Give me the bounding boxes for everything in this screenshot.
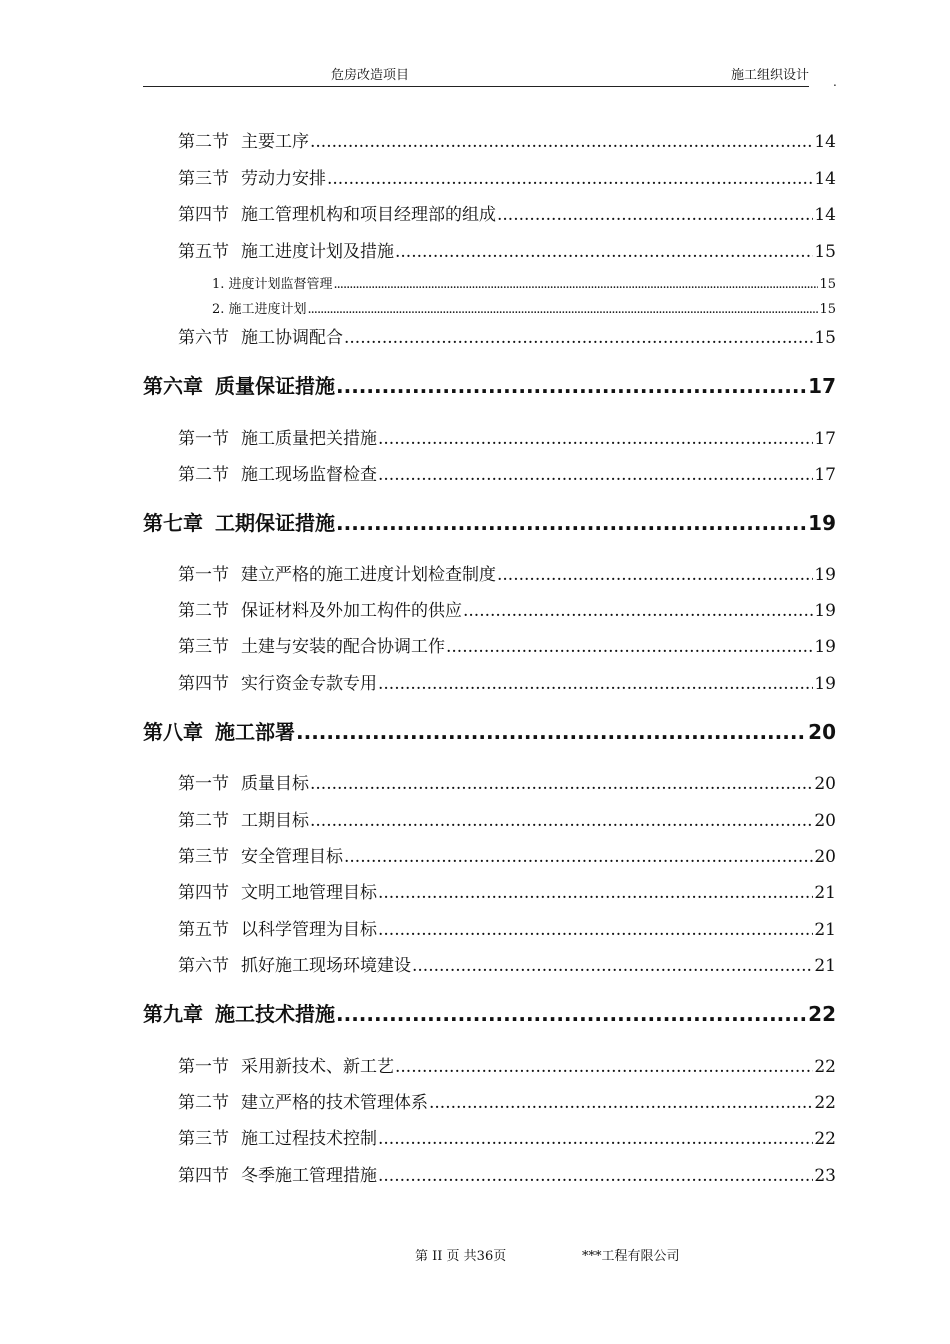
toc-entry-title: 施工协调配合 (241, 328, 343, 348)
toc-entry-title: 2. 施工进度计划 (212, 302, 307, 317)
toc-entry-chapter (143, 370, 836, 398)
toc-dot-leader (395, 1057, 813, 1077)
toc-dot-leader (378, 674, 813, 694)
toc-entry-section (178, 1052, 836, 1076)
footer-page-number: 第 II 页 共36页 (415, 1249, 507, 1264)
toc-entry-section (178, 424, 836, 448)
toc-entry-title: 施工进度计划及措施 (241, 242, 394, 262)
toc-entry-page: 15 (814, 328, 836, 348)
toc-entry-chapter (143, 507, 836, 535)
toc-entry-number: 第三节 (178, 169, 229, 189)
toc-entry-page: 19 (814, 601, 836, 621)
toc-entry-sub (212, 298, 836, 316)
toc-entry-page: 17 (808, 374, 836, 398)
toc-entry-page: 15 (819, 302, 836, 317)
toc-entry-chapter (143, 716, 836, 744)
toc-entry-number: 第一节 (178, 1057, 229, 1077)
toc-entry-section (178, 632, 836, 656)
toc-dot-leader (327, 169, 813, 189)
page-header (143, 66, 809, 87)
toc-entry-title: 施工管理机构和项目经理部的组成 (241, 205, 496, 225)
toc-entry-title: 1. 进度计划监督管理 (212, 277, 333, 292)
toc-entry-section (178, 596, 836, 620)
toc-entry-page: 17 (814, 465, 836, 485)
toc-entry-number: 第三节 (178, 637, 229, 657)
toc-entry-number: 第七章 (143, 511, 203, 535)
toc-dot-leader (336, 374, 807, 398)
toc-entry-title: 劳动力安排 (241, 169, 326, 189)
toc-dot-leader (310, 132, 813, 152)
toc-entry-title: 施工技术措施 (215, 1002, 335, 1026)
toc-entry-section (178, 164, 836, 188)
toc-entry-title: 冬季施工管理措施 (241, 1166, 377, 1186)
toc-dot-leader (463, 601, 813, 621)
toc-entry-title: 采用新技术、新工艺 (241, 1057, 394, 1077)
header-document-type: 施工组织设计 (730, 68, 809, 83)
toc-dot-leader (395, 242, 813, 262)
toc-entry-number: 第一节 (178, 565, 229, 585)
toc-entry-title: 工期保证措施 (215, 511, 335, 535)
toc-entry-title: 施工现场监督检查 (241, 465, 377, 485)
toc-dot-leader (378, 920, 813, 940)
toc-entry-title: 保证材料及外加工构件的供应 (241, 601, 462, 621)
toc-entry-section (178, 460, 836, 484)
toc-dot-leader (497, 565, 813, 585)
toc-dot-leader (310, 774, 813, 794)
toc-entry-section (178, 1124, 836, 1148)
toc-entry-page: 15 (814, 242, 836, 262)
toc-dot-leader (344, 847, 813, 867)
toc-dot-leader (378, 465, 813, 485)
toc-entry-page: 22 (808, 1002, 836, 1026)
toc-entry-number: 第六节 (178, 328, 229, 348)
toc-dot-leader (446, 637, 813, 657)
toc-dot-leader (308, 302, 819, 318)
toc-entry-number: 第五节 (178, 242, 229, 262)
toc-entry-page: 22 (814, 1093, 836, 1113)
toc-entry-section (178, 806, 836, 830)
toc-entry-section (178, 878, 836, 902)
toc-entry-section (178, 200, 836, 224)
toc-entry-section (178, 951, 836, 975)
header-project-name: 危房改造项目 (331, 68, 410, 83)
toc-entry-number: 第二节 (178, 601, 229, 621)
toc-entry-page: 20 (814, 774, 836, 794)
toc-entry-number: 第六章 (143, 374, 203, 398)
toc-entry-number: 第三节 (178, 847, 229, 867)
toc-entry-page: 14 (814, 132, 836, 152)
toc-entry-page: 21 (814, 920, 836, 940)
toc-entry-title: 安全管理目标 (241, 847, 343, 867)
toc-entry-title: 施工部署 (215, 720, 295, 744)
toc-entry-section (178, 237, 836, 261)
toc-entry-number: 第九章 (143, 1002, 203, 1026)
toc-dot-leader (344, 328, 813, 348)
toc-entry-page: 14 (814, 169, 836, 189)
toc-entry-section (178, 842, 836, 866)
toc-entry-section (178, 560, 836, 584)
toc-entry-section (178, 769, 836, 793)
toc-dot-leader (378, 1166, 813, 1186)
toc-entry-page: 21 (814, 956, 836, 976)
toc-entry-page: 15 (819, 277, 836, 292)
toc-entry-number: 第二节 (178, 1093, 229, 1113)
toc-entry-number: 第八章 (143, 720, 203, 744)
toc-entry-number: 第四节 (178, 883, 229, 903)
toc-entry-title: 质量保证措施 (215, 374, 335, 398)
toc-dot-leader (296, 720, 807, 744)
toc-entry-title: 抓好施工现场环境建设 (241, 956, 411, 976)
toc-entry-number: 第一节 (178, 774, 229, 794)
toc-entry-page: 22 (814, 1129, 836, 1149)
toc-entry-title: 实行资金专款专用 (241, 674, 377, 694)
toc-entry-title: 施工质量把关措施 (241, 429, 377, 449)
toc-entry-number: 第六节 (178, 956, 229, 976)
toc-entry-number: 第二节 (178, 811, 229, 831)
toc-entry-page: 21 (814, 883, 836, 903)
toc-entry-sub (212, 273, 836, 291)
toc-entry-section (178, 1088, 836, 1112)
toc-entry-page: 17 (814, 429, 836, 449)
toc-entry-title: 建立严格的技术管理体系 (241, 1093, 428, 1113)
toc-dot-leader (378, 1129, 813, 1149)
toc-entry-number: 第一节 (178, 429, 229, 449)
toc-dot-leader (334, 277, 819, 293)
toc-entry-title: 土建与安装的配合协调工作 (241, 637, 445, 657)
toc-entry-page: 19 (814, 674, 836, 694)
toc-entry-number: 第三节 (178, 1129, 229, 1149)
toc-entry-number: 第五节 (178, 920, 229, 940)
toc-entry-title: 施工过程技术控制 (241, 1129, 377, 1149)
toc-dot-leader (429, 1093, 813, 1113)
toc-entry-number: 第四节 (178, 205, 229, 225)
toc-entry-number: 第四节 (178, 674, 229, 694)
toc-dot-leader (310, 811, 813, 831)
toc-entry-page: 19 (808, 511, 836, 535)
toc-entry-page: 19 (814, 637, 836, 657)
toc-entry-number: 第四节 (178, 1166, 229, 1186)
toc-entry-section (178, 1161, 836, 1185)
toc-entry-page: 23 (814, 1166, 836, 1186)
toc-dot-leader (497, 205, 813, 225)
toc-entry-number: 第二节 (178, 465, 229, 485)
toc-dot-leader (336, 1002, 807, 1026)
toc-entry-chapter (143, 998, 836, 1026)
toc-dot-leader (378, 883, 813, 903)
toc-entry-section (178, 669, 836, 693)
toc-entry-number: 第二节 (178, 132, 229, 152)
toc-entry-title: 工期目标 (241, 811, 309, 831)
toc-entry-title: 文明工地管理目标 (241, 883, 377, 903)
toc-entry-page: 14 (814, 205, 836, 225)
toc-entry-section (178, 915, 836, 939)
toc-entry-title: 建立严格的施工进度计划检查制度 (241, 565, 496, 585)
toc-dot-leader (378, 429, 813, 449)
toc-entry-title: 质量目标 (241, 774, 309, 794)
toc-dot-leader (412, 956, 813, 976)
toc-entry-page: 20 (814, 811, 836, 831)
footer-company: ***工程有限公司 (582, 1249, 680, 1264)
toc-entry-title: 主要工序 (241, 132, 309, 152)
header-dot: . (833, 75, 837, 89)
toc-dot-leader (336, 511, 807, 535)
toc-entry-page: 20 (814, 847, 836, 867)
toc-entry-section (178, 127, 836, 151)
toc-entry-page: 20 (808, 720, 836, 744)
toc-entry-title: 以科学管理为目标 (241, 920, 377, 940)
toc-entry-page: 19 (814, 565, 836, 585)
toc-entry-section (178, 323, 836, 347)
toc-entry-page: 22 (814, 1057, 836, 1077)
